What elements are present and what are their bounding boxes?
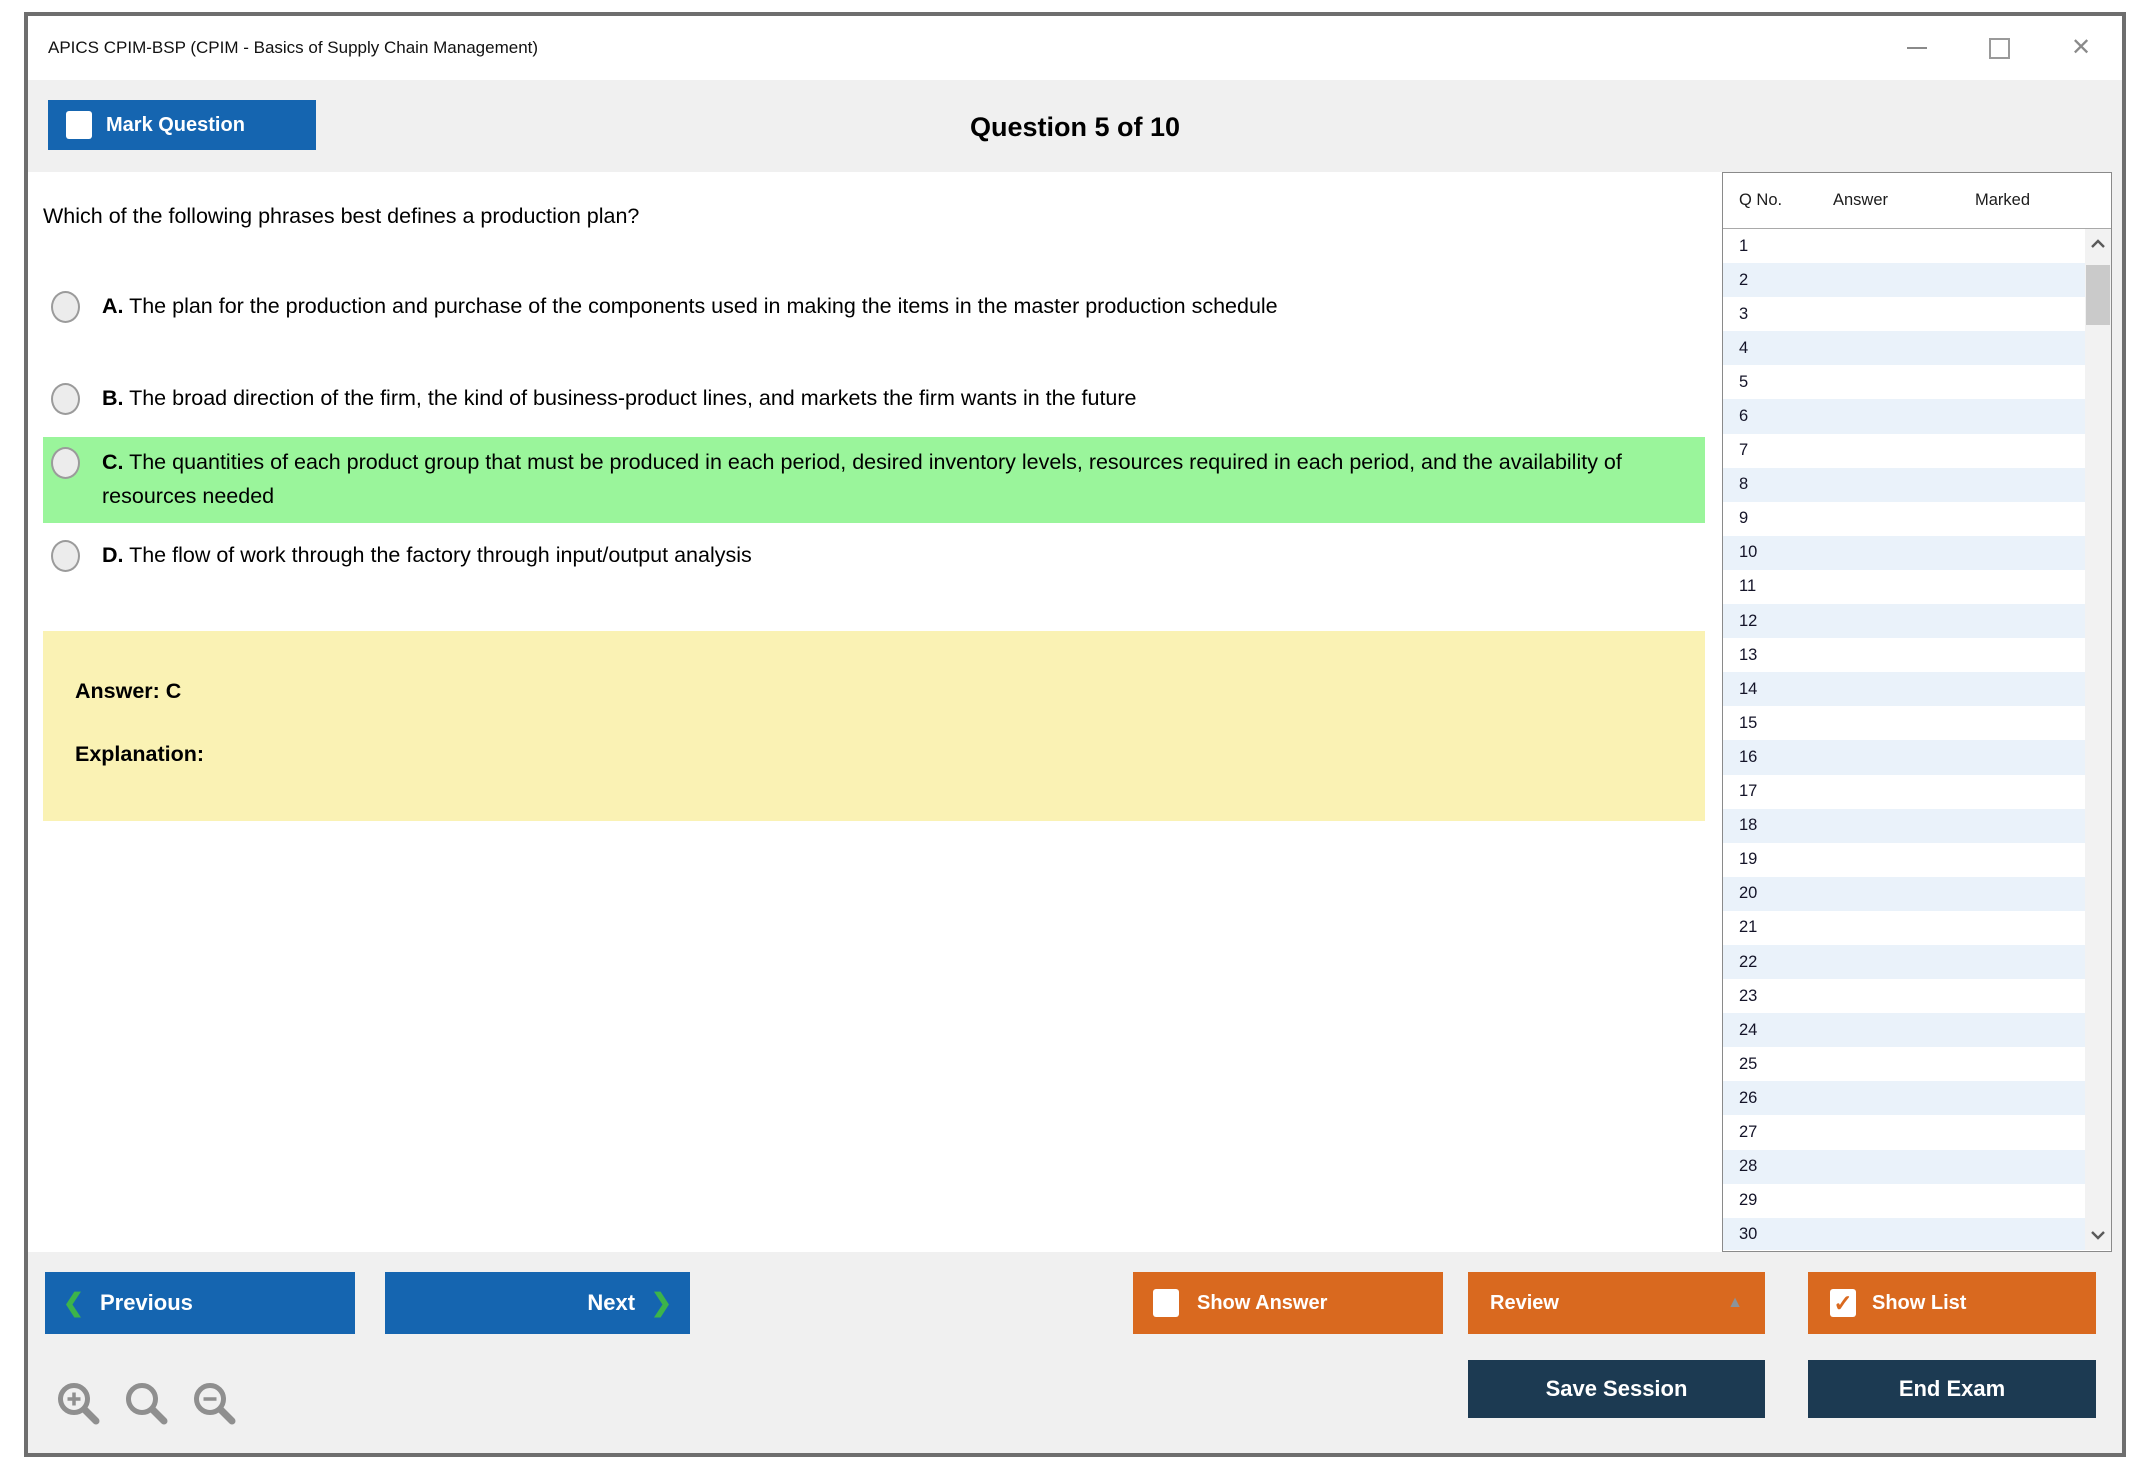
question-list-row[interactable]: 28 — [1723, 1150, 2085, 1184]
question-list-row[interactable]: 26 — [1723, 1081, 2085, 1115]
magnifier-icon[interactable] — [121, 1378, 173, 1430]
chevron-right-icon: ❯ — [651, 1288, 672, 1317]
explanation-label: Explanation: — [75, 742, 205, 766]
question-list-row[interactable]: 4 — [1723, 331, 2085, 365]
chevron-down-icon[interactable] — [2085, 1222, 2111, 1248]
question-list-row[interactable]: 18 — [1723, 809, 2085, 843]
show-answer-checkbox[interactable] — [1153, 1289, 1179, 1317]
option-d[interactable] — [43, 530, 1705, 582]
question-list-rows — [1723, 229, 2085, 1250]
magnifier-plus-icon[interactable] — [53, 1378, 105, 1430]
question-list-row[interactable]: 30 — [1723, 1218, 2085, 1250]
question-list-row[interactable]: 24 — [1723, 1013, 2085, 1047]
question-list-row[interactable]: 8 — [1723, 468, 2085, 502]
scrollbar-thumb[interactable] — [2086, 265, 2110, 325]
app-window — [24, 12, 2126, 1457]
window-controls — [1904, 16, 2094, 80]
question-list-row[interactable]: 5 — [1739, 372, 1749, 391]
answer-panel — [43, 631, 1705, 821]
chevron-up-icon[interactable] — [2085, 231, 2111, 257]
question-list-row[interactable]: 3 — [1739, 304, 1749, 323]
question-list-row[interactable]: 10 — [1723, 536, 2085, 570]
review-label: Review — [1490, 1291, 1559, 1314]
option-b[interactable] — [43, 373, 1705, 425]
option-d-text: D. The flow of work through the factory through input/output analysis — [102, 543, 752, 567]
title-bar — [28, 16, 2122, 80]
option-a-radio[interactable] — [51, 291, 80, 323]
column-answer: Answer — [1833, 191, 1889, 209]
question-list-row[interactable]: 22 — [1723, 945, 2085, 979]
question-text: Which of the following phrases best defines a production plan? — [43, 204, 640, 228]
question-list-row[interactable]: 7 — [1739, 441, 1749, 460]
question-list-row[interactable]: 14 — [1723, 672, 2085, 706]
show-answer-button[interactable] — [1133, 1272, 1443, 1334]
question-list-row[interactable]: 11 — [1739, 577, 1757, 596]
column-qno: Q No. — [1739, 191, 1783, 209]
window-title: APICS CPIM-BSP (CPIM - Basics of Supply Chain Management) — [48, 38, 539, 57]
zoom-toolbar — [53, 1378, 241, 1430]
option-a-text: A. The plan for the production and purchase of the components used in making the items in the master production schedule — [102, 294, 1278, 318]
mark-question-button[interactable] — [48, 100, 316, 150]
column-marked: Marked — [1975, 191, 2031, 209]
question-list-row[interactable]: 23 — [1739, 986, 1758, 1005]
question-list-row[interactable]: 27 — [1739, 1122, 1758, 1141]
question-list-row[interactable]: 9 — [1739, 509, 1749, 528]
option-c-text: C. The quantities of each product group that must be produced in each period, desired inventory levels, resources required in each period, and the availability of resources needed — [102, 450, 1622, 508]
mark-question-label: Mark Question — [106, 113, 245, 136]
show-list-checkbox[interactable]: ✓ — [1830, 1289, 1856, 1317]
chevron-left-icon: ❮ — [63, 1288, 84, 1317]
next-button[interactable] — [385, 1272, 690, 1334]
question-list-row[interactable]: 17 — [1739, 782, 1758, 801]
question-list-row[interactable]: 19 — [1739, 850, 1758, 869]
answer-label: Answer: C — [75, 679, 182, 703]
question-list-row[interactable]: 6 — [1723, 399, 2085, 433]
save-session-button[interactable] — [1468, 1360, 1765, 1418]
question-list-row[interactable]: 25 — [1739, 1054, 1758, 1073]
question-list-row[interactable]: 13 — [1739, 645, 1758, 664]
maximize-icon[interactable] — [1986, 35, 2012, 61]
show-list-button[interactable] — [1808, 1272, 2096, 1334]
scrollbar[interactable] — [2085, 229, 2111, 1250]
option-b-radio[interactable] — [51, 383, 80, 415]
option-a[interactable] — [43, 281, 1705, 333]
end-exam-button[interactable] — [1808, 1360, 2096, 1418]
option-d-radio[interactable] — [51, 540, 80, 572]
question-list-row[interactable]: 20 — [1723, 877, 2085, 911]
question-list-row[interactable]: 2 — [1723, 263, 2085, 297]
question-list-header — [1723, 173, 2111, 229]
question-list-row[interactable]: 21 — [1739, 918, 1758, 937]
option-b-text: B. The broad direction of the firm, the kind of business-product lines, and markets the firm wants in the future — [102, 386, 1137, 410]
minimize-icon[interactable] — [1904, 35, 1930, 61]
option-c-radio[interactable] — [51, 447, 80, 479]
question-list-row[interactable]: 16 — [1723, 740, 2085, 774]
end-exam-label: End Exam — [1898, 1376, 2006, 1401]
next-label: Next — [587, 1290, 636, 1315]
question-counter: Question 5 of 10 — [969, 112, 1181, 142]
previous-button[interactable] — [45, 1272, 355, 1334]
save-session-label: Save Session — [1545, 1376, 1688, 1401]
show-answer-label: Show Answer — [1197, 1291, 1328, 1314]
magnifier-minus-icon[interactable] — [189, 1378, 241, 1430]
mark-question-checkbox[interactable] — [66, 111, 92, 139]
triangle-up-icon: ▲ — [1727, 1294, 1743, 1311]
review-button[interactable] — [1468, 1272, 1765, 1334]
question-list-panel — [1722, 172, 2112, 1252]
question-list-row[interactable]: 1 — [1739, 236, 1749, 255]
question-list-row[interactable]: 15 — [1739, 713, 1758, 732]
show-list-label: Show List — [1872, 1291, 1967, 1314]
close-icon[interactable]: ✕ — [2070, 34, 2092, 61]
question-list-row[interactable]: 29 — [1739, 1191, 1758, 1210]
previous-label: Previous — [99, 1290, 193, 1315]
question-list-row[interactable]: 12 — [1723, 604, 2085, 638]
option-c[interactable] — [43, 437, 1705, 523]
